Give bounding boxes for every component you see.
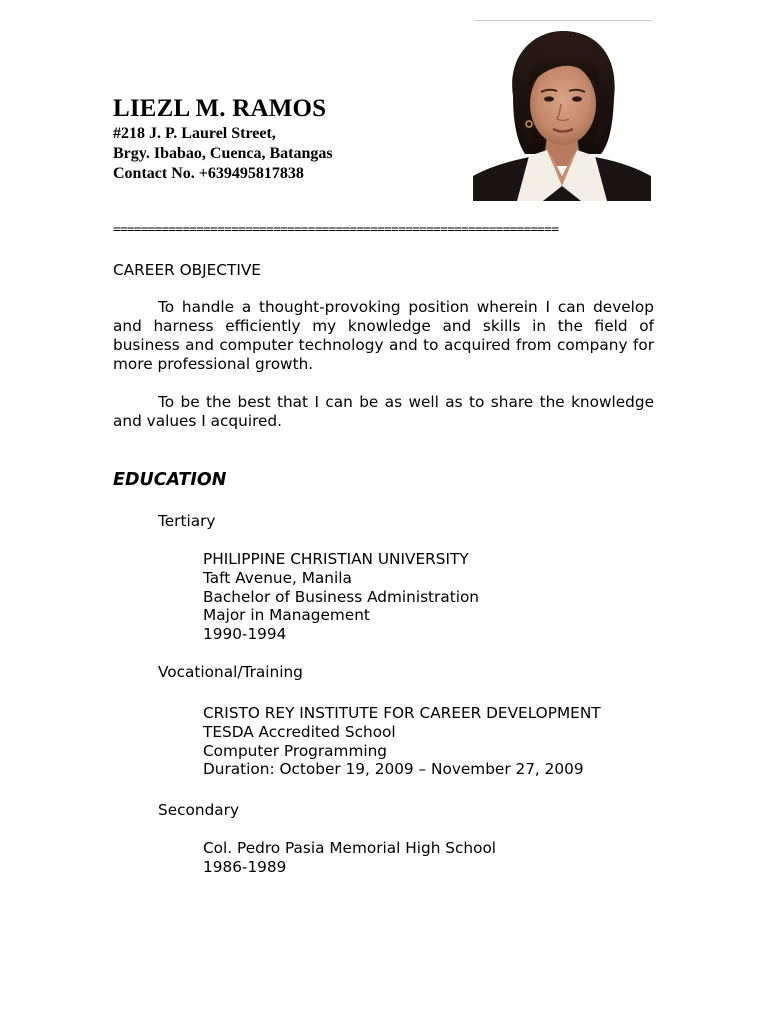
vocational-label: Vocational/Training xyxy=(158,663,303,681)
vocational-school: CRISTO REY INSTITUTE FOR CAREER DEVELOPMENT xyxy=(203,704,601,722)
portrait-image xyxy=(473,26,651,201)
contact-number: Contact No. +639495817838 xyxy=(113,165,304,182)
vocational-accreditation: TESDA Accredited School xyxy=(203,722,396,741)
tertiary-location: Taft Avenue, Manila xyxy=(203,568,352,587)
applicant-name: LIEZL M. RAMOS xyxy=(113,95,327,122)
tertiary-label: Tertiary xyxy=(158,512,216,530)
header-separator: ================================================================ xyxy=(113,222,559,236)
tertiary-entry xyxy=(203,550,479,644)
vocational-course: Computer Programming xyxy=(203,741,388,760)
objective-paragraph-1: To handle a thought-provoking position wherein I can develop and harness efficiently my knowledge and skills in the field of business and computer technology and to acquired from company for more professional growth. xyxy=(113,298,654,373)
career-objective-label: CAREER OBJECTIVE xyxy=(113,261,261,279)
tertiary-years: 1990-1994 xyxy=(203,625,287,644)
secondary-years: 1986-1989 xyxy=(203,857,287,876)
objective-paragraph-2: To be the best that I can be as well as to share the knowledge and values I acquired. xyxy=(113,393,654,430)
address-line-2: Brgy. Ibabao, Cuenca, Batangas xyxy=(113,145,333,162)
address-line-1: #218 J. P. Laurel Street, xyxy=(113,125,276,142)
secondary-label: Secondary xyxy=(158,801,240,819)
career-objective-section xyxy=(113,298,654,374)
objective-paragraph-2-wrapper xyxy=(113,393,654,431)
secondary-entry xyxy=(203,839,496,877)
education-heading: EDUCATION xyxy=(113,470,227,490)
contact-block xyxy=(113,124,333,184)
tertiary-degree: Bachelor of Business Administration xyxy=(203,587,480,606)
profile-photo xyxy=(473,26,651,201)
vocational-entry xyxy=(203,704,601,779)
photo-top-rule xyxy=(475,20,652,21)
secondary-school: Col. Pedro Pasia Memorial High School xyxy=(203,839,497,857)
tertiary-school: PHILIPPINE CHRISTIAN UNIVERSITY xyxy=(203,550,469,568)
vocational-duration: Duration: October 19, 2009 – November 27, 2009 xyxy=(203,760,584,779)
tertiary-major: Major in Management xyxy=(203,606,370,625)
